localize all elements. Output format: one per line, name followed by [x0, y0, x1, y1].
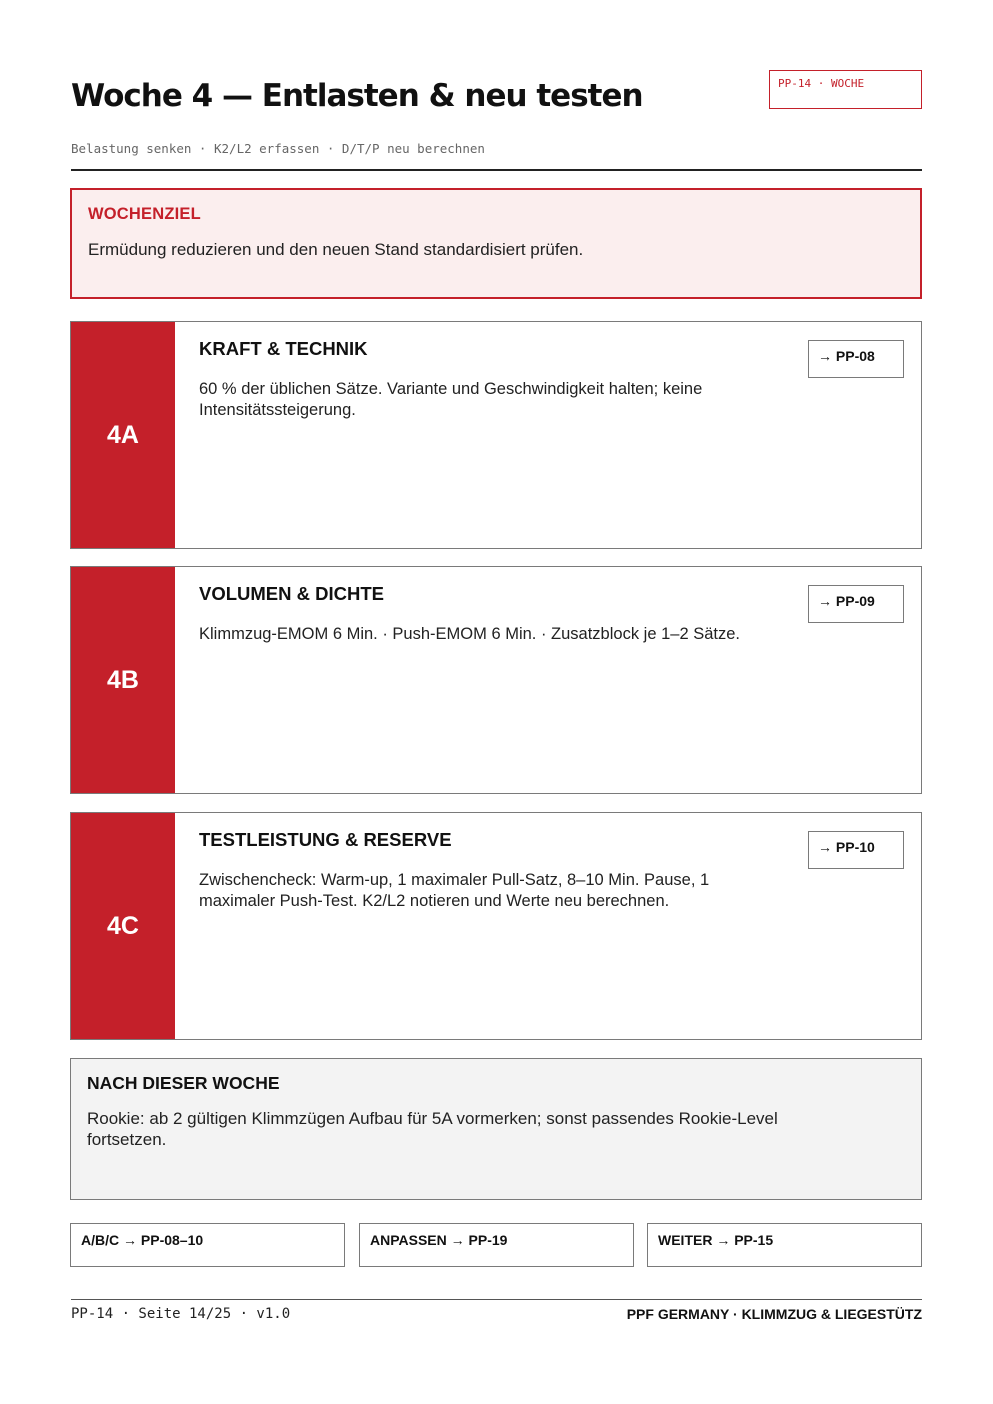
block-ref-link[interactable]: → PP-10: [808, 831, 904, 869]
after-week-title: NACH DIESER WOCHE: [87, 1073, 280, 1093]
nav-link-adjust[interactable]: ANPASSEN → PP-19: [359, 1223, 634, 1267]
block-label: 4C: [71, 813, 175, 1039]
week-goal-text: Ermüdung reduzieren und den neuen Stand standardisiert prüfen.: [88, 240, 584, 259]
block-4b: [70, 566, 922, 794]
footer-page-info: PP-14 · Seite 14/25 · v1.0: [71, 1306, 291, 1322]
block-4c: [70, 812, 922, 1040]
header-divider: [71, 169, 922, 171]
block-text: Klimmzug-EMOM 6 Min. · Push-EMOM 6 Min. · Zusatzblock je 1–2 Sätze.: [199, 625, 740, 643]
page-title: Woche 4 — Entlasten & neu testen: [71, 78, 643, 114]
block-title: KRAFT & TECHNIK: [199, 338, 368, 359]
footer-brand: PPF GERMANY · KLIMMZUG & LIEGESTÜTZ: [626, 1306, 922, 1322]
page-tag: PP-14 · WOCHE: [769, 70, 922, 109]
after-week-box: [70, 1058, 922, 1200]
block-text: Zwischencheck: Warm-up, 1 maximaler Pull-Satz, 8–10 Min. Pause, 1 maximaler Push-Test. K2/L2 notieren und Werte neu berechnen.: [199, 871, 710, 910]
footer-divider: [71, 1299, 922, 1300]
block-title: VOLUMEN & DICHTE: [199, 583, 384, 604]
block-title: TESTLEISTUNG & RESERVE: [199, 829, 452, 850]
after-week-text: Rookie: ab 2 gültigen Klimmzügen Aufbau für 5A vormerken; sonst passendes Rookie-Level fortsetzen.: [87, 1109, 778, 1149]
week-goal-title: WOCHENZIEL: [88, 205, 201, 223]
block-text: 60 % der üblichen Sätze. Variante und Geschwindigkeit halten; keine Intensitätssteigerung.: [199, 380, 703, 419]
week-goal-box: [70, 188, 922, 299]
nav-link-next[interactable]: WEITER → PP-15: [647, 1223, 922, 1267]
block-label: 4B: [71, 567, 175, 793]
page-subtitle: Belastung senken · K2/L2 erfassen · D/T/P neu berechnen: [71, 141, 485, 156]
block-4a: [70, 321, 922, 549]
nav-link-blocks[interactable]: A/B/C → PP-08–10: [70, 1223, 345, 1267]
block-ref-link[interactable]: → PP-08: [808, 340, 904, 378]
block-ref-link[interactable]: → PP-09: [808, 585, 904, 623]
block-label: 4A: [71, 322, 175, 548]
